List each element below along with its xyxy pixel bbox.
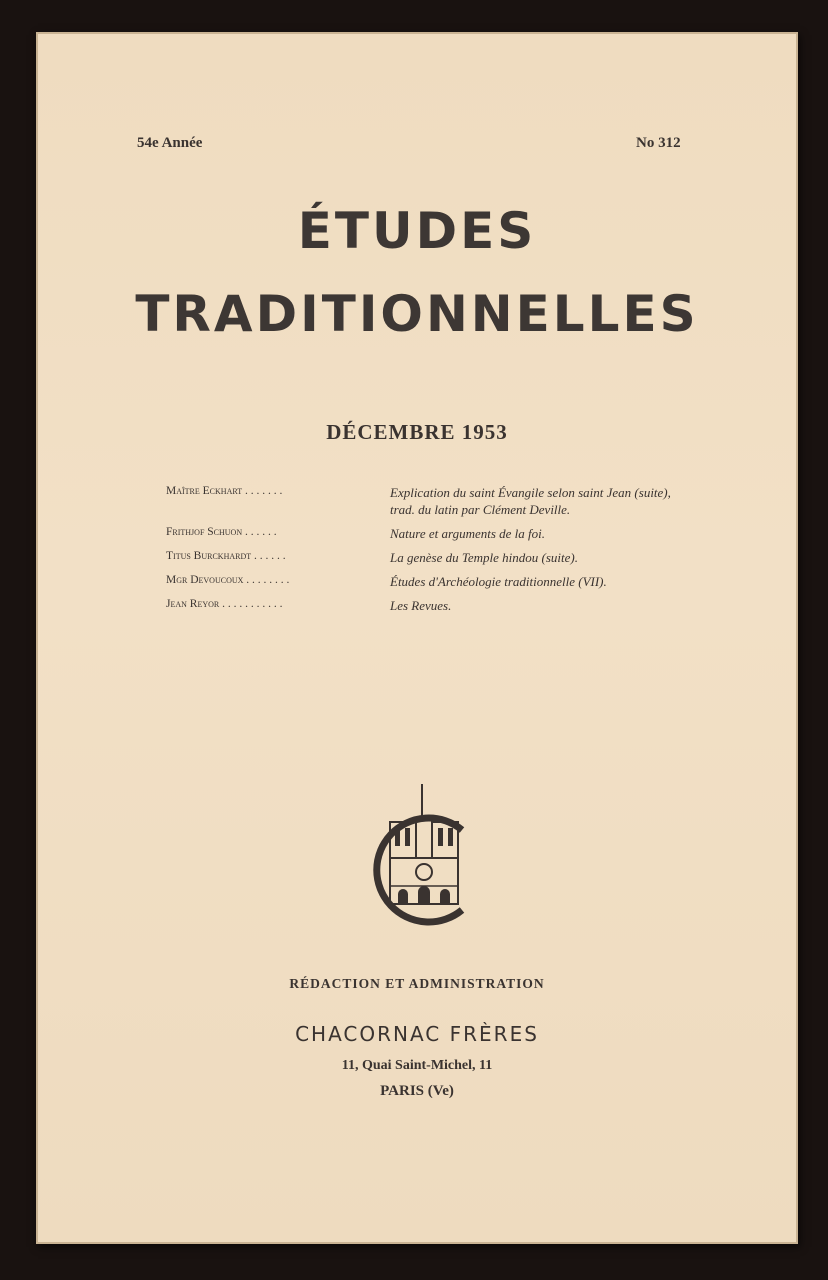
toc-row bbox=[166, 573, 676, 590]
issue-number: No 312 bbox=[636, 135, 681, 151]
title-line-2: TRADITIONNELLES bbox=[135, 285, 699, 343]
toc-work: Les Revues. bbox=[390, 598, 452, 613]
toc-author: Titus Burckhardt . . . . . . bbox=[166, 550, 286, 562]
toc-row bbox=[166, 549, 676, 566]
cathedral-c-emblem-icon bbox=[362, 782, 474, 934]
toc-work: Nature et arguments de la foi. bbox=[390, 526, 546, 541]
toc-author: Maître Eckhart . . . . . . . bbox=[166, 485, 283, 497]
toc-row bbox=[166, 484, 676, 518]
magazine-cover bbox=[36, 32, 798, 1244]
toc-author: Frithjof Schuon . . . . . . bbox=[166, 526, 277, 538]
table-of-contents bbox=[166, 484, 676, 621]
toc-row bbox=[166, 597, 676, 614]
toc-work: La genèse du Temple hindou (suite). bbox=[390, 550, 578, 565]
title-line-1: ÉTUDES bbox=[297, 202, 537, 260]
year-label: 54e Année bbox=[137, 135, 203, 151]
toc-author: Mgr Devoucoux . . . . . . . . bbox=[166, 574, 290, 586]
footer-publisher: CHACORNAC FRÈRES bbox=[295, 1022, 539, 1046]
toc-row bbox=[166, 525, 676, 542]
toc-work: Études d'Archéologie traditionnelle (VII). bbox=[390, 574, 607, 589]
toc-work: Explication du saint Évangile selon saint Jean (suite), trad. du latin par Clément Deville. bbox=[390, 485, 671, 517]
footer-address: 11, Quai Saint-Michel, 11 bbox=[341, 1058, 493, 1073]
footer-city: PARIS (Ve) bbox=[380, 1083, 454, 1099]
issue-date: DÉCEMBRE 1953 bbox=[326, 420, 508, 444]
footer-editorial: RÉDACTION ET ADMINISTRATION bbox=[289, 976, 545, 991]
toc-author: Jean Reyor . . . . . . . . . . . bbox=[166, 598, 283, 610]
